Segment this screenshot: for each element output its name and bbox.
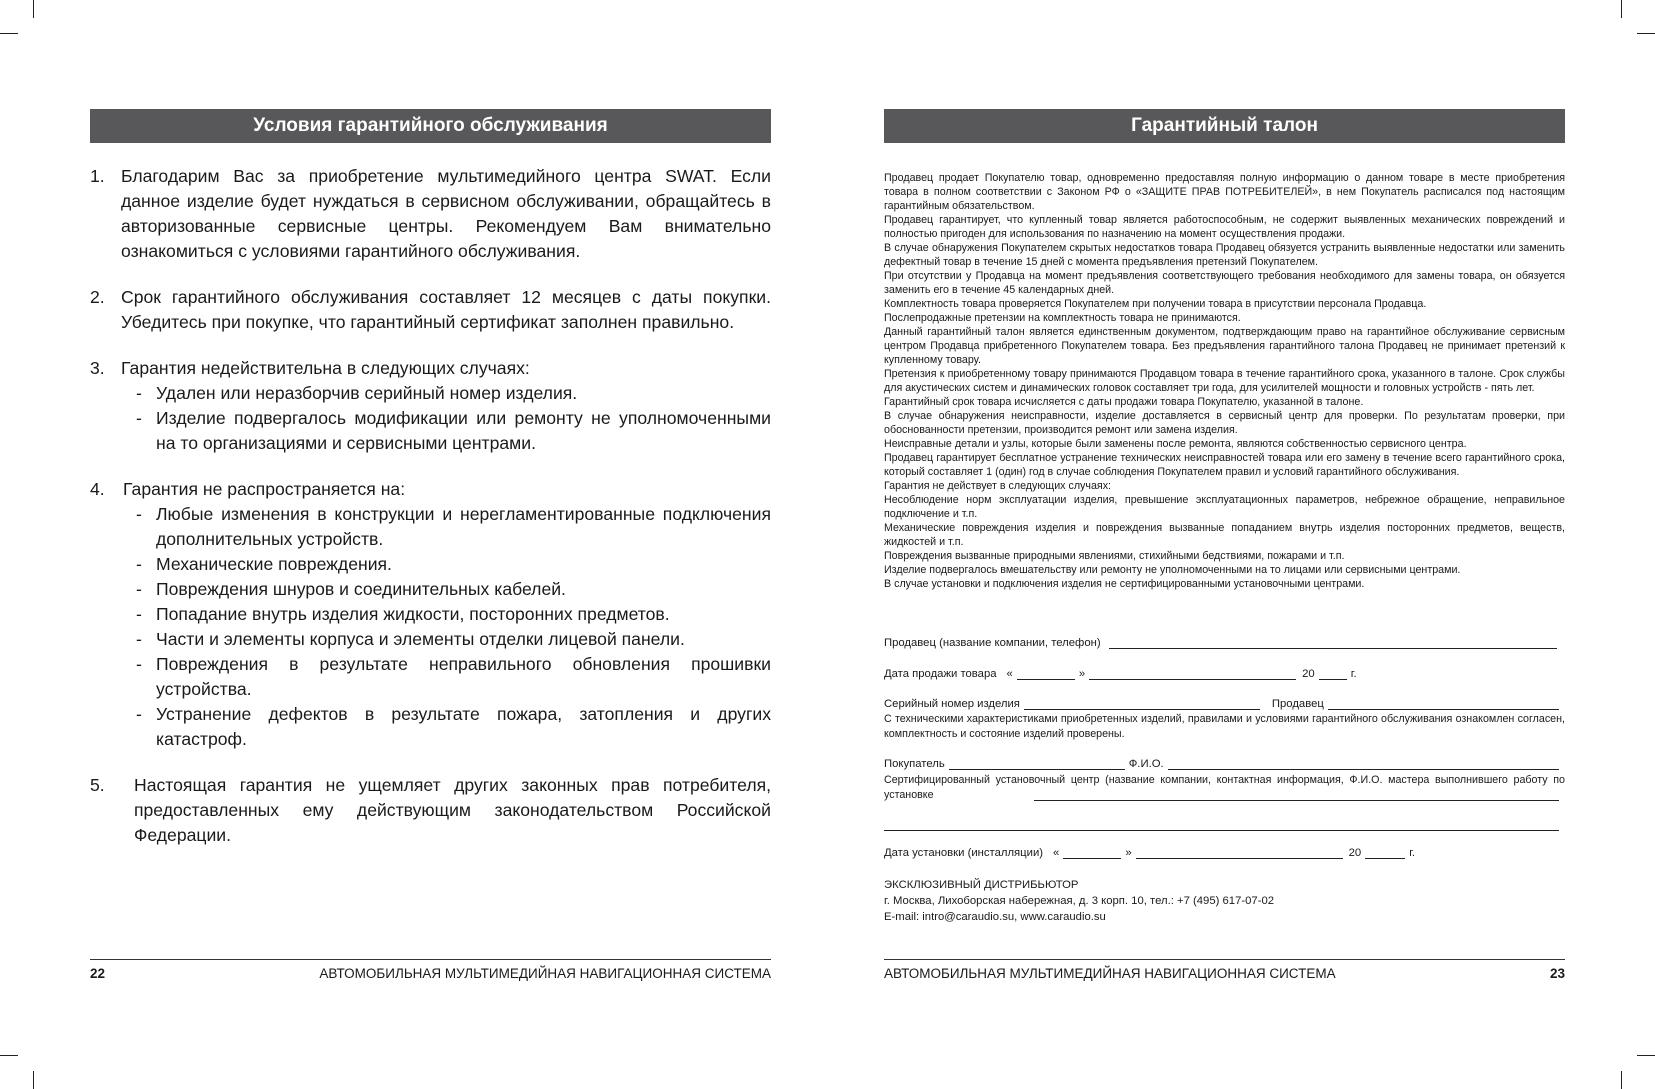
- crop-mark: [33, 0, 34, 18]
- buyer-signature-input[interactable]: [949, 757, 1125, 770]
- year-suffix: г.: [1409, 847, 1416, 859]
- buyer-row: [884, 757, 1565, 770]
- seller-short-label: Продавец: [1271, 698, 1324, 710]
- crop-mark: [0, 1055, 18, 1056]
- section-text: Гарантия не распространяется на:: [123, 479, 406, 499]
- list-item: - Удален или неразборчив серийный номер изделия.: [136, 383, 578, 403]
- condition-section: [90, 773, 771, 848]
- warranty-terms: [884, 171, 1565, 591]
- terms-paragraph: В случае установки и подключения изделия не сертифицированными установочными центрами.: [884, 578, 1365, 590]
- left-page: [90, 0, 771, 1089]
- right-page: [884, 0, 1565, 1089]
- section-text: Благодарим Вас за приобретение мультимедийного центра SWAT. Если данное изделие будет нуждаться в сервисном обслуживании, обращайтесь в авторизованные сервисные центры. Рекомендуем Вам внимательно ознакомиться с условиями гарантийного обслуживания.: [121, 166, 771, 261]
- section-text: Гарантия недействительна в следующих случаях:: [121, 358, 530, 378]
- terms-paragraph: Гарантия не действует в следующих случаях:: [884, 480, 1112, 492]
- section-text: Настоящая гарантия не ущемляет других законных прав потребителя, предоставленных ему действующим законодательством Российской Федерации.: [134, 775, 771, 845]
- install-month-input[interactable]: [1136, 846, 1343, 859]
- seller-signature-input[interactable]: [1328, 697, 1559, 710]
- sale-day-input[interactable]: [1017, 667, 1075, 680]
- terms-paragraph: В случае обнаружения неисправности, изделие доставляется в сервисный центр для проверки. По результатам проверки, при обоснованности претензии, производится ремонт или замена изделия.: [884, 410, 1565, 436]
- buyer-label: Покупатель: [884, 758, 945, 770]
- condition-section: [90, 164, 771, 264]
- terms-paragraph: При отсутствии у Продавца на момент предъявления соответствующего требования необходимого для замены товара, он обязуется заменить его в течение 45 календарных дней.: [884, 270, 1565, 296]
- condition-section: [90, 285, 771, 335]
- crop-mark: [0, 33, 18, 34]
- list-item: - Любые изменения в конструкции и нерегламентированные подключения дополнительных устройств.: [136, 504, 771, 549]
- terms-paragraph: В случае обнаружения Покупателем скрытых недостатков товара Продавец обязуется устранить выявленные недостатки или заменить дефектный товар в течение 15 дней с момента предъявления претензий Покупателем.: [884, 242, 1565, 268]
- distributor-info: [884, 877, 1274, 925]
- section-number: 5.: [90, 775, 105, 795]
- crop-mark: [1621, 1071, 1622, 1089]
- install-center-line: [1034, 788, 1559, 801]
- crop-mark: [33, 1071, 34, 1089]
- terms-paragraph: Гарантийный срок товара исчисляется с даты продажи товара Покупателю, указанной в талоне.: [884, 396, 1364, 408]
- quote-open: «: [1006, 668, 1013, 680]
- year-prefix: 20: [1348, 847, 1362, 859]
- footer-divider: [884, 959, 1565, 960]
- list-item: - Повреждения шнуров и соединительных кабелей.: [136, 579, 566, 599]
- install-center-input[interactable]: [1034, 788, 1559, 801]
- terms-paragraph: Претензия к приобретенному товару принимаются Продавцом товара в течение гарантийного срока, указанного в талоне. Срок службы для акустических систем и динамических головок составляет три года, для усилителей мощности и головных устройств - пять лет.: [884, 368, 1565, 394]
- list-item: - Изделие подвергалось модификации или ремонту не уполномоченными на то организациями и сервисными центрами.: [136, 408, 771, 453]
- terms-paragraph: Несоблюдение норм эксплуатации изделия, превышение эксплуатационных параметров, небрежное обращение, неправильное подключение и т.п.: [884, 494, 1565, 520]
- quote-close: »: [1125, 847, 1132, 859]
- fio-input[interactable]: [1168, 757, 1559, 770]
- list-item: - Устранение дефектов в результате пожара, затопления и других катастроф.: [136, 704, 771, 749]
- quote-open: «: [1053, 847, 1060, 859]
- install-year-input[interactable]: [1365, 846, 1405, 859]
- terms-paragraph: Неисправные детали и узлы, которые были заменены после ремонта, являются собственностью сервисного центра.: [884, 438, 1467, 450]
- list-item: - Механические повреждения.: [136, 554, 392, 574]
- sale-date-row: [884, 667, 1357, 680]
- install-center-input-line-2[interactable]: [884, 830, 1559, 831]
- year-suffix: г.: [1350, 668, 1357, 680]
- install-date-label: Дата установки (инсталляции): [884, 847, 1044, 859]
- list-item: - Попадание внутрь изделия жидкости, посторонних предметов.: [136, 604, 670, 624]
- serial-label: Серийный номер изделия: [884, 698, 1020, 710]
- terms-paragraph: Комплектность товара проверяется Покупателем при получении товара в присутствии персонала Продавца.: [884, 298, 1427, 310]
- warranty-conditions-list: [90, 164, 771, 869]
- footer-title: АВТОМОБИЛЬНАЯ МУЛЬТИМЕДИЙНАЯ НАВИГАЦИОННАЯ СИСТЕМА: [884, 966, 1336, 981]
- fio-label: Ф.И.О.: [1128, 758, 1164, 770]
- seller-label: Продавец (название компании, телефон): [884, 637, 1101, 649]
- list-item: - Повреждения в результате неправильного обновления прошивки устройства.: [136, 654, 771, 699]
- seller-input[interactable]: [1109, 636, 1557, 649]
- section-number: 1.: [90, 166, 105, 186]
- terms-paragraph: Послепродажные претензии на комплектность товара не принимаются.: [884, 312, 1241, 324]
- terms-paragraph: Механические повреждения изделия и повреждения вызванные попаданием внутрь изделия посторонних предметов, веществ, жидкостей и т.п.: [884, 522, 1565, 548]
- sale-date-label: Дата продажи товара: [884, 668, 997, 680]
- distributor-address: г. Москва, Лихоборская набережная, д. 3 корп. 10, тел.: +7 (495) 617-07-02: [884, 895, 1275, 907]
- distributor-email[interactable]: E-mail: intro@caraudio.su, www.caraudio.su: [884, 911, 1106, 923]
- acknowledgement-text: С техническими характеристиками приобретенных изделий, правилами и условиями гарантийного обслуживания ознакомлен согласен, комплектность и состояние изделий проверены.: [884, 713, 1565, 740]
- terms-paragraph: Продавец гарантирует, что купленный товар является работоспособным, не содержит выявленных механических повреждений и полностью пригоден для использования по назначению на момент осуществления продажи.: [884, 214, 1565, 240]
- terms-paragraph: Данный гарантийный талон является единственным документом, подтверждающим право на гарантийное обслуживание сервисным центром Продавца прибретенного Покупателем товара. Без предъявления гарантийного талона Продавец не принимает претензий к купленному товару.: [884, 326, 1565, 366]
- footer-divider: [90, 959, 771, 960]
- distributor-title: ЭКСКЛЮЗИВНЫЙ ДИСТРИБЬЮТОР: [884, 879, 1079, 891]
- serial-row: [884, 697, 1565, 710]
- section-number: 4.: [90, 479, 105, 499]
- page-number: 23: [1549, 966, 1565, 981]
- seller-field-row: [884, 636, 1565, 649]
- terms-paragraph: Повреждения вызванные природными явлениями, стихийными бедствиями, пожарами и т.п.: [884, 550, 1345, 562]
- list-item: - Части и элементы корпуса и элементы отделки лицевой панели.: [136, 629, 685, 649]
- warranty-card-banner: Гарантийный талон: [884, 109, 1565, 143]
- footer-title: АВТОМОБИЛЬНАЯ МУЛЬТИМЕДИЙНАЯ НАВИГАЦИОННАЯ СИСТЕМА: [319, 966, 771, 981]
- quote-close: »: [1078, 668, 1086, 680]
- section-number: 3.: [90, 358, 105, 378]
- section-number: 2.: [90, 287, 105, 307]
- serial-input[interactable]: [1024, 697, 1260, 710]
- condition-section: [90, 477, 771, 752]
- sale-month-input[interactable]: [1089, 667, 1296, 680]
- terms-paragraph: Изделие подвергалось вмешательству или ремонту не уполномоченными на то лицами или сервисными центрами.: [884, 564, 1461, 576]
- terms-paragraph: Продавец продает Покупателю товар, одновременно предоставляя полную информацию о данном товаре в месте приобретения товара в полном соответствии с Законом РФ о «ЗАЩИТЕ ПРАВ ПОТРЕБИТЕЛЕЙ», в нем Покупатель расписался под настоящим гарантийным обязательством.: [884, 172, 1565, 212]
- condition-section: [90, 356, 771, 456]
- year-prefix: 20: [1302, 668, 1315, 680]
- crop-mark: [1621, 0, 1622, 18]
- crop-mark: [1637, 33, 1655, 34]
- install-center-label: Сертифицированный установочный центр (название компании, контактная информация, Ф.И.О. мастера выполнившего работу по установке: [884, 774, 1565, 801]
- warranty-conditions-banner: Условия гарантийного обслуживания: [90, 109, 771, 143]
- section-text: Срок гарантийного обслуживания составляет 12 месяцев с даты покупки. Убедитесь при покупке, что гарантийный сертификат заполнен правильно.: [121, 287, 771, 332]
- crop-mark: [1637, 1055, 1655, 1056]
- install-day-input[interactable]: [1063, 846, 1121, 859]
- page-number: 22: [90, 966, 106, 981]
- terms-paragraph: Продавец гарантирует бесплатное устранение технических неисправностей товара или его замену в течение всего гарантийного срока, который составляет 1 (один) год в случае соблюдения Покупателем правил и условий гарантийного обслуживания.: [884, 452, 1565, 478]
- sale-year-input[interactable]: [1319, 667, 1347, 680]
- install-date-row: [884, 846, 1415, 859]
